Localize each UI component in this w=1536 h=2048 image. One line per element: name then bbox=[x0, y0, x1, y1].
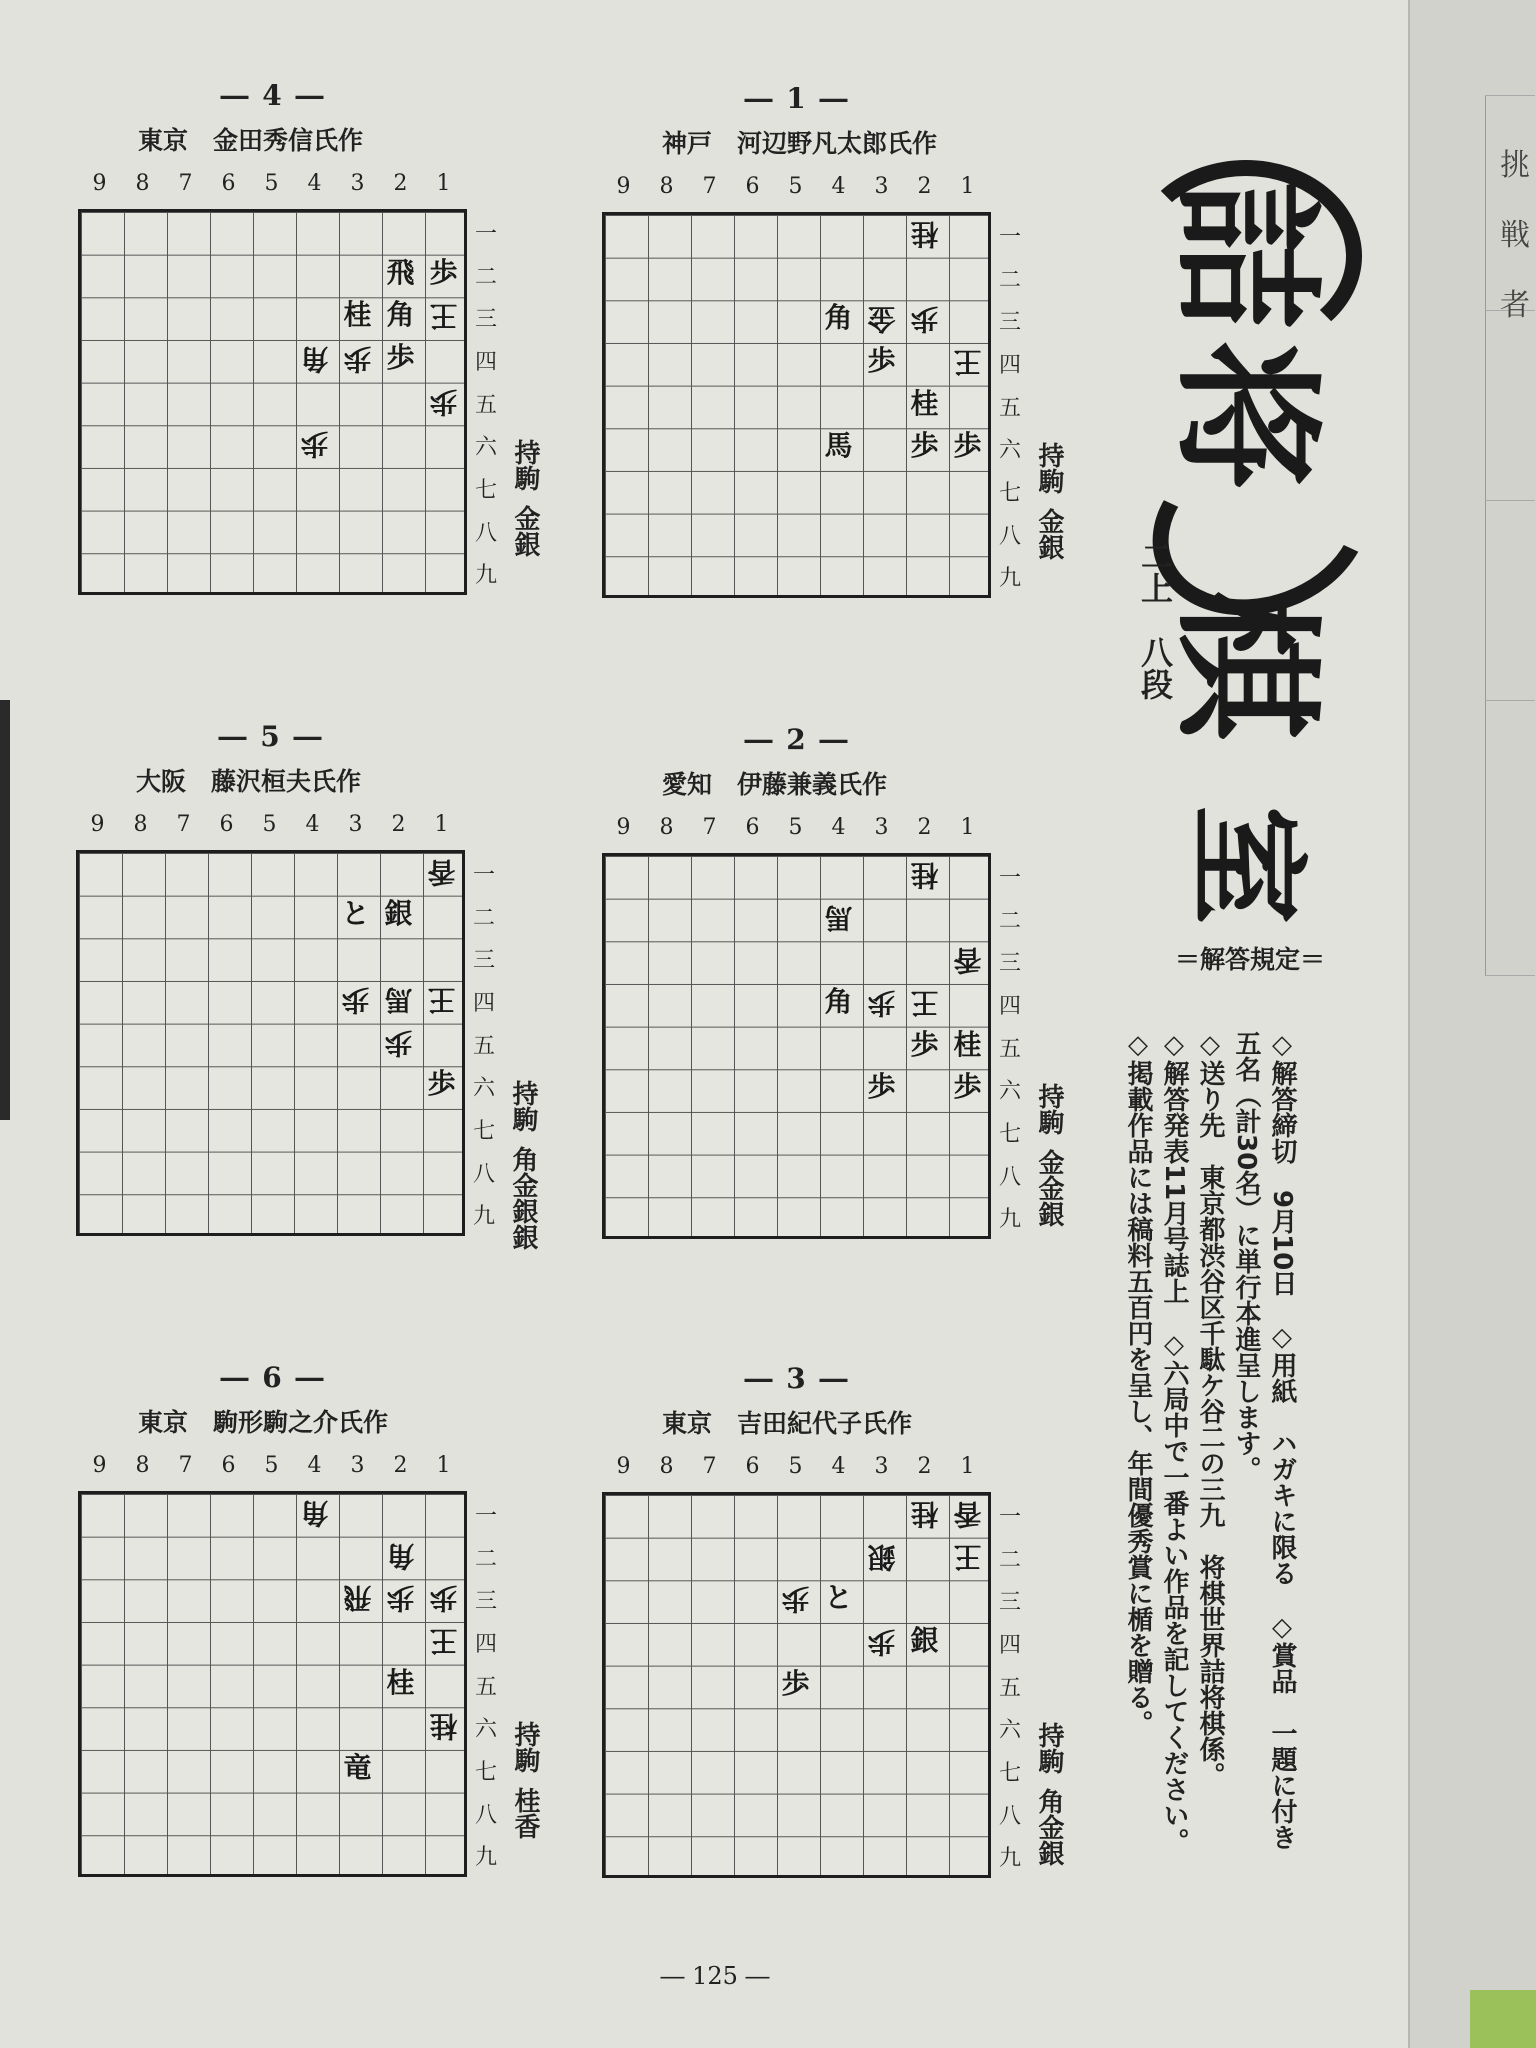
column-label: 3 bbox=[348, 812, 363, 837]
shogi-piece: 歩 bbox=[341, 983, 370, 1017]
column-label: 6 bbox=[745, 1454, 760, 1479]
row-label: 七 bbox=[474, 1759, 497, 1785]
puzzle-number: ― 5 ― bbox=[218, 720, 324, 753]
column-label: 9 bbox=[92, 1453, 107, 1478]
row-label: 六 bbox=[998, 1079, 1021, 1105]
row-label: 八 bbox=[474, 520, 497, 546]
column-label: 1 bbox=[960, 1454, 975, 1479]
shogi-piece: 王 bbox=[910, 986, 939, 1020]
column-label: 5 bbox=[264, 171, 279, 196]
rule-line: 五名（計30名）に単行本進呈します。 bbox=[1231, 1030, 1261, 1483]
shogi-piece: 桂 bbox=[953, 1027, 982, 1061]
shogi-piece: 角 bbox=[824, 984, 853, 1018]
shogi-piece: 歩 bbox=[867, 1070, 896, 1104]
shogi-board bbox=[76, 850, 465, 1236]
shogi-piece: 桂 bbox=[343, 298, 372, 332]
column-label: 8 bbox=[659, 815, 674, 840]
row-label: 五 bbox=[474, 392, 497, 418]
adjacent-page-char: 者 bbox=[1500, 288, 1530, 323]
adjacent-page-rule bbox=[1485, 500, 1535, 501]
column-label: 3 bbox=[874, 815, 889, 840]
puzzle-number: ― 1 ― bbox=[744, 82, 850, 115]
column-label: 4 bbox=[305, 812, 320, 837]
shogi-piece: 飛 bbox=[386, 255, 415, 289]
shogi-piece: 桂 bbox=[910, 217, 939, 251]
row-label: 六 bbox=[474, 1717, 497, 1743]
hand-label: 持駒 bbox=[1034, 1083, 1064, 1135]
column-labels bbox=[78, 1453, 467, 1483]
shogi-piece: 角 bbox=[300, 342, 329, 376]
row-label: 七 bbox=[472, 1118, 495, 1144]
row-label: 八 bbox=[998, 523, 1021, 549]
row-label: 一 bbox=[998, 1505, 1021, 1530]
column-label: 2 bbox=[917, 174, 932, 199]
puzzle-number: ― 3 ― bbox=[744, 1362, 850, 1395]
column-label: 3 bbox=[350, 1453, 365, 1478]
row-label: 四 bbox=[998, 993, 1021, 1019]
rules-heading: ＝解答規定＝ bbox=[1174, 945, 1325, 974]
shogi-piece: 桂 bbox=[910, 858, 939, 892]
row-label: 五 bbox=[472, 1033, 495, 1059]
pieces-in-hand bbox=[507, 1080, 539, 1250]
row-label: 九 bbox=[998, 566, 1021, 592]
row-label: 五 bbox=[998, 395, 1021, 421]
row-label: 三 bbox=[998, 951, 1021, 977]
adjacent-page-rule bbox=[1485, 95, 1535, 96]
shogi-piece: 角 bbox=[386, 1539, 415, 1573]
row-label: 七 bbox=[998, 1121, 1021, 1147]
column-label: 2 bbox=[917, 1454, 932, 1479]
page-number: ― 125 ― bbox=[660, 1962, 770, 1990]
column-labels bbox=[76, 812, 465, 842]
hand-label: 持駒 bbox=[1034, 1722, 1064, 1774]
shogi-piece: 歩 bbox=[910, 1027, 939, 1061]
row-label: 二 bbox=[998, 267, 1021, 293]
column-label: 8 bbox=[659, 174, 674, 199]
column-label: 6 bbox=[221, 1453, 236, 1478]
column-label: 9 bbox=[616, 174, 631, 199]
title-char: 将 bbox=[1158, 339, 1332, 490]
column-label: 8 bbox=[135, 1453, 150, 1478]
hand-pieces: 金銀 bbox=[510, 505, 540, 557]
row-label: 五 bbox=[474, 1674, 497, 1700]
row-label: 六 bbox=[474, 435, 497, 461]
shogi-piece: 歩 bbox=[867, 1625, 896, 1659]
column-label: 1 bbox=[436, 171, 451, 196]
column-label: 8 bbox=[135, 171, 150, 196]
shogi-piece: 王 bbox=[429, 299, 458, 333]
row-label: 五 bbox=[998, 1036, 1021, 1062]
row-label: 四 bbox=[998, 1632, 1021, 1658]
row-label: 四 bbox=[474, 1631, 497, 1657]
shogi-piece: 歩 bbox=[343, 342, 372, 376]
shogi-piece: 歩 bbox=[781, 1582, 810, 1616]
row-labels bbox=[995, 1492, 1025, 1878]
row-labels bbox=[471, 209, 501, 595]
column-label: 5 bbox=[264, 1453, 279, 1478]
shogi-piece: 角 bbox=[824, 301, 853, 335]
shogi-piece: 桂 bbox=[386, 1665, 415, 1699]
shogi-board bbox=[602, 853, 991, 1239]
row-labels bbox=[471, 1491, 501, 1877]
rule-line: ◇掲載作品には稿料五百円を呈し、年間優秀賞に楯を贈る。 bbox=[1123, 1030, 1153, 1736]
shogi-piece: と bbox=[341, 896, 370, 930]
shogi-piece: 桂 bbox=[910, 386, 939, 420]
shogi-piece: 桂 bbox=[429, 1709, 458, 1743]
column-label: 7 bbox=[178, 171, 193, 196]
column-title bbox=[1140, 160, 1350, 925]
rule-line: ◇送り先 東京都渋谷区千駄ケ谷二の三九 将棋世界詰将棋係。 bbox=[1195, 1030, 1225, 1788]
column-label: 9 bbox=[92, 171, 107, 196]
column-label: 2 bbox=[393, 1453, 408, 1478]
column-label: 2 bbox=[393, 171, 408, 196]
shogi-piece: 歩 bbox=[910, 302, 939, 336]
shogi-piece: 角 bbox=[300, 1496, 329, 1530]
row-label: 三 bbox=[474, 307, 497, 333]
column-labels bbox=[602, 1454, 991, 1484]
column-label: 3 bbox=[874, 1454, 889, 1479]
row-label: 一 bbox=[474, 1504, 497, 1529]
row-label: 八 bbox=[998, 1803, 1021, 1829]
column-label: 4 bbox=[831, 1454, 846, 1479]
column-labels bbox=[602, 815, 991, 845]
column-label: 4 bbox=[307, 1453, 322, 1478]
column-label: 9 bbox=[90, 812, 105, 837]
column-label: 7 bbox=[702, 174, 717, 199]
row-label: 四 bbox=[472, 990, 495, 1016]
shogi-piece: 歩 bbox=[867, 343, 896, 377]
shogi-piece: 歩 bbox=[386, 1581, 415, 1615]
column-label: 1 bbox=[960, 174, 975, 199]
column-label: 7 bbox=[178, 1453, 193, 1478]
shogi-piece: 香 bbox=[427, 855, 456, 889]
row-label: 一 bbox=[474, 222, 497, 247]
shogi-piece: 馬 bbox=[824, 429, 853, 463]
shogi-piece: 香 bbox=[953, 1497, 982, 1531]
column-label: 9 bbox=[616, 1454, 631, 1479]
shogi-piece: 金 bbox=[867, 302, 896, 336]
puzzle-number: ― 4 ― bbox=[220, 79, 326, 112]
row-label: 六 bbox=[998, 1718, 1021, 1744]
shogi-piece: 王 bbox=[953, 345, 982, 379]
shogi-piece: 歩 bbox=[953, 429, 982, 463]
puzzle-author: 神戸 河辺野凡太郎氏作 bbox=[662, 129, 938, 158]
column-label: 9 bbox=[616, 815, 631, 840]
adjacent-page-char: 戦 bbox=[1500, 218, 1530, 253]
hand-pieces: 角金銀 bbox=[1034, 1788, 1064, 1866]
row-label: 八 bbox=[472, 1161, 495, 1187]
row-label: 二 bbox=[472, 905, 495, 931]
shogi-piece: 歩 bbox=[386, 340, 415, 374]
puzzle-number: ― 2 ― bbox=[744, 723, 850, 756]
shogi-piece: 王 bbox=[429, 1624, 458, 1658]
column-label: 3 bbox=[874, 174, 889, 199]
row-label: 一 bbox=[998, 225, 1021, 250]
column-label: 8 bbox=[133, 812, 148, 837]
row-label: 一 bbox=[998, 866, 1021, 891]
column-label: 2 bbox=[917, 815, 932, 840]
title-char: 室 bbox=[1176, 805, 1315, 925]
shogi-board bbox=[602, 1492, 991, 1878]
answer-rules bbox=[1120, 1030, 1300, 1930]
shogi-piece: 飛 bbox=[343, 1581, 372, 1615]
shogi-piece: 歩 bbox=[427, 1067, 456, 1101]
shogi-piece: 歩 bbox=[429, 385, 458, 419]
row-labels bbox=[995, 853, 1025, 1239]
row-label: 八 bbox=[474, 1802, 497, 1828]
shogi-piece: 歩 bbox=[429, 1581, 458, 1615]
column-author: 二上 八段 bbox=[1136, 540, 1174, 700]
column-label: 6 bbox=[221, 171, 236, 196]
column-label: 7 bbox=[702, 1454, 717, 1479]
rule-line: ◇解答締切 9月10日 ◇用紙 ハガキに限る ◇賞品 一題に付き bbox=[1267, 1030, 1297, 1851]
row-label: 三 bbox=[998, 1590, 1021, 1616]
row-label: 七 bbox=[998, 480, 1021, 506]
puzzle-author: 東京 金田秀信氏作 bbox=[138, 126, 364, 155]
column-labels bbox=[78, 171, 467, 201]
column-label: 7 bbox=[176, 812, 191, 837]
row-labels bbox=[469, 850, 499, 1236]
row-label: 三 bbox=[474, 1589, 497, 1615]
row-label: 二 bbox=[998, 908, 1021, 934]
background-corner bbox=[1470, 1990, 1536, 2048]
pieces-in-hand bbox=[1033, 442, 1065, 560]
shogi-piece: 銀 bbox=[384, 896, 413, 930]
shogi-piece: 馬 bbox=[824, 901, 853, 935]
puzzle-author: 東京 駒形駒之介氏作 bbox=[138, 1408, 389, 1437]
pieces-in-hand bbox=[1033, 1083, 1065, 1227]
adjacent-page-char: 挑 bbox=[1500, 148, 1530, 183]
row-label: 二 bbox=[474, 1546, 497, 1572]
hand-pieces: 角金銀銀 bbox=[508, 1146, 538, 1250]
hand-label: 持駒 bbox=[508, 1080, 538, 1132]
column-label: 1 bbox=[960, 815, 975, 840]
row-label: 九 bbox=[474, 563, 497, 589]
hand-label: 持駒 bbox=[510, 1721, 540, 1773]
column-labels bbox=[602, 174, 991, 204]
row-label: 八 bbox=[998, 1164, 1021, 1190]
title-char: 棋 bbox=[1158, 589, 1332, 740]
column-label: 3 bbox=[350, 171, 365, 196]
row-label: 二 bbox=[474, 264, 497, 290]
shogi-piece: 王 bbox=[953, 1540, 982, 1574]
title-char: 詰 bbox=[1158, 179, 1332, 330]
shogi-piece: 歩 bbox=[953, 1070, 982, 1104]
row-label: 七 bbox=[474, 477, 497, 503]
row-label: 九 bbox=[474, 1845, 497, 1871]
shogi-piece: 王 bbox=[427, 983, 456, 1017]
row-label: 六 bbox=[472, 1076, 495, 1102]
shogi-piece: 歩 bbox=[781, 1666, 810, 1700]
column-label: 4 bbox=[831, 815, 846, 840]
row-label: 六 bbox=[998, 438, 1021, 464]
row-label: 四 bbox=[474, 349, 497, 375]
shogi-piece: 竜 bbox=[343, 1750, 372, 1784]
column-label: 5 bbox=[788, 174, 803, 199]
column-label: 6 bbox=[745, 815, 760, 840]
shogi-board bbox=[602, 212, 991, 598]
shogi-piece: 角 bbox=[386, 298, 415, 332]
puzzle-author: 東京 吉田紀代子氏作 bbox=[662, 1409, 913, 1438]
row-label: 九 bbox=[998, 1207, 1021, 1233]
adjacent-page-rule bbox=[1485, 700, 1535, 701]
column-label: 5 bbox=[788, 1454, 803, 1479]
shogi-piece: 馬 bbox=[384, 983, 413, 1017]
hand-label: 持駒 bbox=[510, 439, 540, 491]
row-label: 二 bbox=[998, 1547, 1021, 1573]
row-label: 七 bbox=[998, 1760, 1021, 1786]
row-label: 五 bbox=[998, 1675, 1021, 1701]
column-label: 1 bbox=[434, 812, 449, 837]
hand-pieces: 金銀 bbox=[1034, 508, 1064, 560]
column-label: 1 bbox=[436, 1453, 451, 1478]
puzzle-number: ― 6 ― bbox=[220, 1361, 326, 1394]
pieces-in-hand bbox=[1033, 1722, 1065, 1866]
row-label: 四 bbox=[998, 352, 1021, 378]
column-label: 5 bbox=[262, 812, 277, 837]
shogi-piece: 歩 bbox=[910, 429, 939, 463]
shogi-piece: と bbox=[824, 1581, 853, 1615]
rule-line: ◇解答発表11月号誌上 ◇六局中で一番よい作品を記してください。 bbox=[1159, 1030, 1189, 1855]
row-label: 三 bbox=[472, 948, 495, 974]
pieces-in-hand bbox=[509, 439, 541, 557]
adjacent-page-rule bbox=[1485, 975, 1535, 976]
pieces-in-hand bbox=[509, 1721, 541, 1839]
row-label: 一 bbox=[472, 863, 495, 888]
hand-pieces: 桂香 bbox=[510, 1787, 540, 1839]
shogi-board bbox=[78, 1491, 467, 1877]
column-label: 6 bbox=[745, 174, 760, 199]
shogi-piece: 銀 bbox=[867, 1540, 896, 1574]
shogi-piece: 香 bbox=[953, 943, 982, 977]
column-label: 4 bbox=[307, 171, 322, 196]
shogi-piece: 銀 bbox=[910, 1623, 939, 1657]
row-label: 三 bbox=[998, 310, 1021, 336]
row-label: 九 bbox=[998, 1846, 1021, 1872]
row-label: 九 bbox=[472, 1204, 495, 1230]
shogi-piece: 歩 bbox=[867, 986, 896, 1020]
column-label: 5 bbox=[788, 815, 803, 840]
shogi-piece: 桂 bbox=[910, 1497, 939, 1531]
hand-label: 持駒 bbox=[1034, 442, 1064, 494]
hand-pieces: 金金銀 bbox=[1034, 1149, 1064, 1227]
shogi-piece: 歩 bbox=[300, 427, 329, 461]
column-label: 7 bbox=[702, 815, 717, 840]
binding-edge bbox=[0, 700, 10, 1120]
shogi-board bbox=[78, 209, 467, 595]
row-labels bbox=[995, 212, 1025, 598]
column-label: 6 bbox=[219, 812, 234, 837]
column-label: 4 bbox=[831, 174, 846, 199]
column-label: 8 bbox=[659, 1454, 674, 1479]
shogi-piece: 歩 bbox=[429, 255, 458, 289]
puzzle-author: 大阪 藤沢桓夫氏作 bbox=[136, 767, 362, 796]
puzzle-author: 愛知 伊藤兼義氏作 bbox=[662, 770, 888, 799]
column-label: 2 bbox=[391, 812, 406, 837]
shogi-piece: 歩 bbox=[384, 1026, 413, 1060]
